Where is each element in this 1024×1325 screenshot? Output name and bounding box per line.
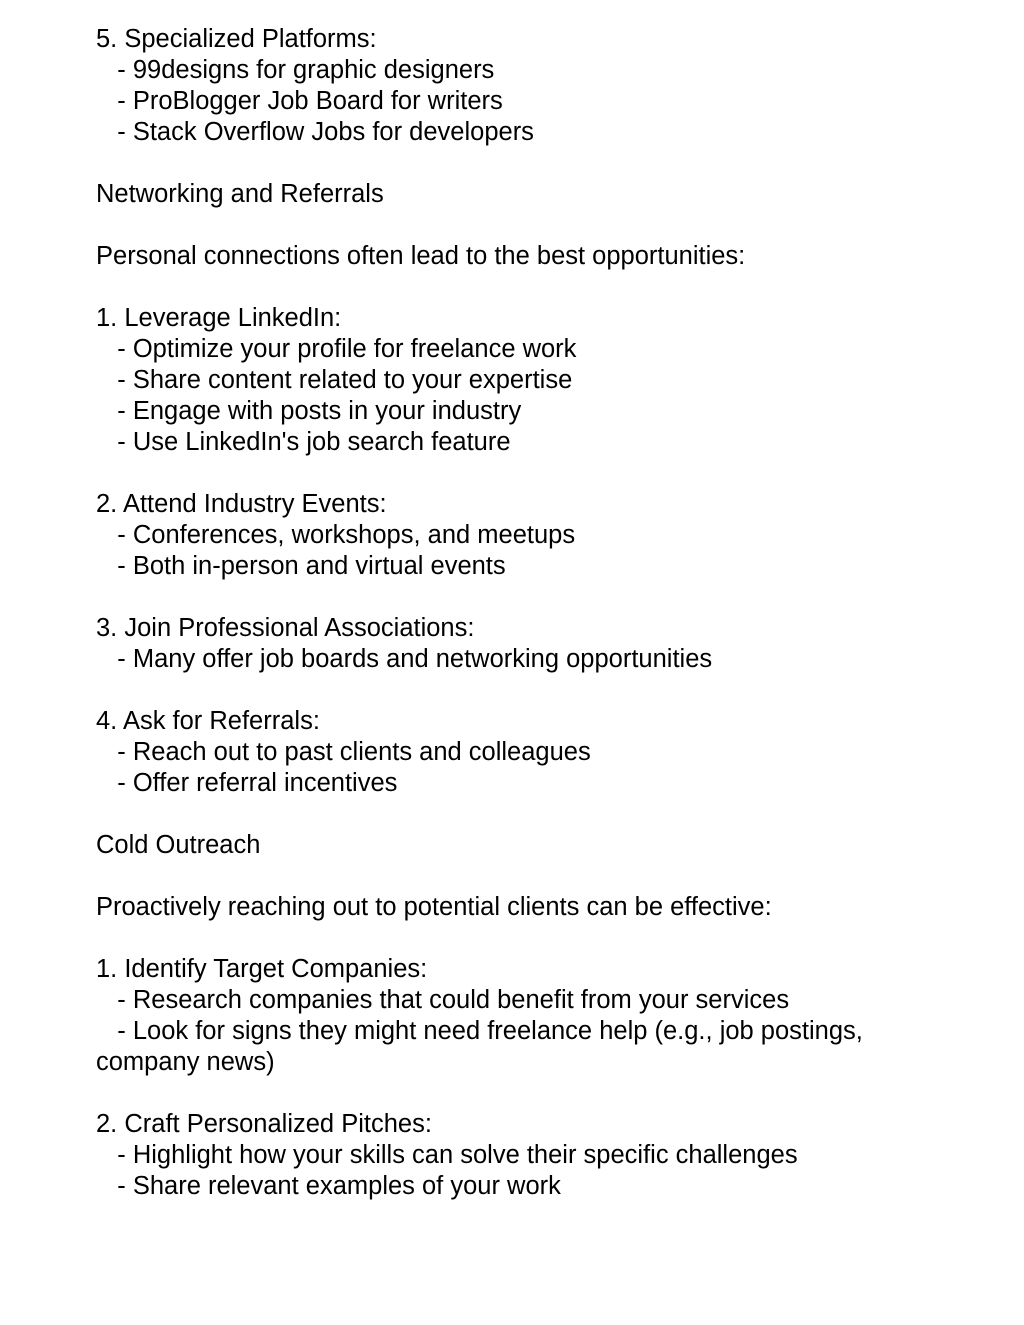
section-title: Networking and Referrals (96, 180, 384, 208)
spacer (96, 675, 926, 706)
list-item: - Look for signs they might need freelance help (e.g., job postings, company news) (96, 1017, 870, 1076)
list-item: - Stack Overflow Jobs for developers (96, 118, 534, 146)
section-intro: Personal connections often lead to the best opportunities: (96, 242, 746, 270)
list-item: - Both in-person and virtual events (96, 552, 506, 580)
spacer (96, 1078, 926, 1109)
list-heading: 2. Craft Personalized Pitches: (96, 1110, 432, 1138)
list-item: - Offer referral incentives (96, 769, 398, 797)
document-body (96, 24, 926, 1202)
spacer (96, 582, 926, 613)
list-item: - Use LinkedIn's job search feature (96, 428, 511, 456)
list-heading: 5. Specialized Platforms: (96, 25, 377, 53)
list-item: - Research companies that could benefit from your services (96, 986, 790, 1014)
list-heading: 2. Attend Industry Events: (96, 490, 387, 518)
list-heading: 3. Join Professional Associations: (96, 614, 475, 642)
spacer (96, 799, 926, 830)
list-item: - 99designs for graphic designers (96, 56, 495, 84)
spacer (96, 458, 926, 489)
spacer (96, 210, 926, 241)
list-item: - Reach out to past clients and colleagues (96, 738, 591, 766)
spacer (96, 272, 926, 303)
spacer (96, 923, 926, 954)
list-item: - Many offer job boards and networking opportunities (96, 645, 713, 673)
list-item: - Conferences, workshops, and meetups (96, 521, 576, 549)
spacer (96, 148, 926, 179)
list-item: - Engage with posts in your industry (96, 397, 522, 425)
list-item: - Highlight how your skills can solve their specific challenges (96, 1141, 798, 1169)
list-item: - Share relevant examples of your work (96, 1172, 561, 1200)
section-intro: Proactively reaching out to potential clients can be effective: (96, 893, 772, 921)
spacer (96, 861, 926, 892)
list-item: - Share content related to your expertise (96, 366, 573, 394)
list-item: - Optimize your profile for freelance work (96, 335, 577, 363)
list-item: - ProBlogger Job Board for writers (96, 87, 503, 115)
list-heading: 4. Ask for Referrals: (96, 707, 320, 735)
list-heading: 1. Identify Target Companies: (96, 955, 428, 983)
section-title: Cold Outreach (96, 831, 261, 859)
list-heading: 1. Leverage LinkedIn: (96, 304, 342, 332)
